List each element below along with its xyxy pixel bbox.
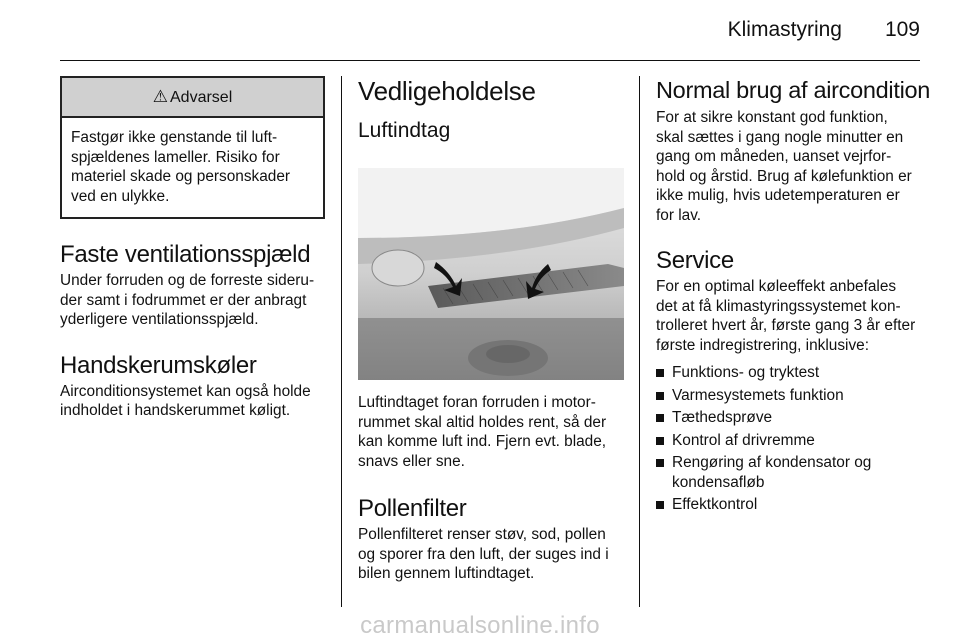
- header-rule: [60, 60, 920, 61]
- column-divider-right: [639, 76, 640, 607]
- warning-triangle-icon: ⚠: [152, 87, 168, 106]
- subheading-luftindtag: Luftindtag: [358, 119, 451, 142]
- warning-box: [60, 76, 325, 219]
- section-heading-service: Service: [656, 247, 734, 274]
- list-item: Varmesystemets funktion: [656, 386, 922, 406]
- service-list: [656, 363, 922, 515]
- warning-title: Advarsel: [170, 89, 233, 106]
- list-item: Rengøring af kondensator og kondensafløb: [656, 453, 922, 492]
- page-number: 109: [884, 18, 920, 41]
- warning-paragraph: Fastgør ikke genstande til luft- spjældenes lameller. Risiko for materiel skade og personskader ved en ulykke.: [71, 129, 291, 205]
- column-divider-left: [341, 76, 342, 607]
- pollenfilter-text: Pollenfilteret renser støv, sod, pollen og sporer fra den luft, der suges ind i bilen gennem luftindtaget.: [358, 526, 609, 582]
- middle-column: [358, 76, 624, 584]
- chapter-title: Klimastyring: [727, 18, 842, 41]
- list-item: Kontrol af drivremme: [656, 431, 922, 451]
- right-column: [656, 76, 931, 518]
- section-heading-aircondition: Normal brug af aircondition: [656, 77, 931, 103]
- section-heading-pollenfilter: Pollenfilter: [358, 495, 467, 522]
- list-item: Effektkontrol: [656, 495, 922, 515]
- service-text: For en optimal køleeffekt anbefales det at få klimastyringssystemet kon- trolleret hvert år, første gang 3 år efter første indregistrering, inklusive:: [656, 278, 916, 354]
- air-intake-text: Luftindtaget foran forruden i motor- rummet skal altid holdes rent, så der kan komme luft ind. Fjern evt. blade, snavs eller sne.: [358, 394, 607, 470]
- air-intake-photo: [358, 168, 624, 380]
- watermark: carmanualsonline.info: [360, 612, 600, 639]
- section-text-faste: Under forruden og de forreste sideru- der samt i fodrummet er der anbragt yderligere ventilationsspjæld.: [60, 272, 315, 328]
- section-text-handskerum: Airconditionsystemet kan også holde indholdet i handskerummet køligt.: [60, 382, 311, 419]
- aircondition-text: For at sikre konstant god funktion, skal sættes i gang nogle minutter en gang om måneden, uanset vejrfor- hold og årstid. Brug af kølefunktion er ikke mulig, hvis udetemperaturen er for lav.: [656, 109, 912, 224]
- left-column: [60, 76, 325, 421]
- list-item: Funktions- og tryktest: [656, 363, 922, 383]
- warning-text: [62, 118, 323, 217]
- warning-header: [62, 78, 323, 118]
- chapter-heading-vedligeholdelse: Vedligeholdelse: [358, 76, 536, 106]
- section-heading-faste: Faste ventilationsspjæld: [60, 241, 311, 268]
- list-item: Tæthedsprøve: [656, 408, 922, 428]
- section-heading-handskerum: Handskerumskøler: [60, 351, 257, 379]
